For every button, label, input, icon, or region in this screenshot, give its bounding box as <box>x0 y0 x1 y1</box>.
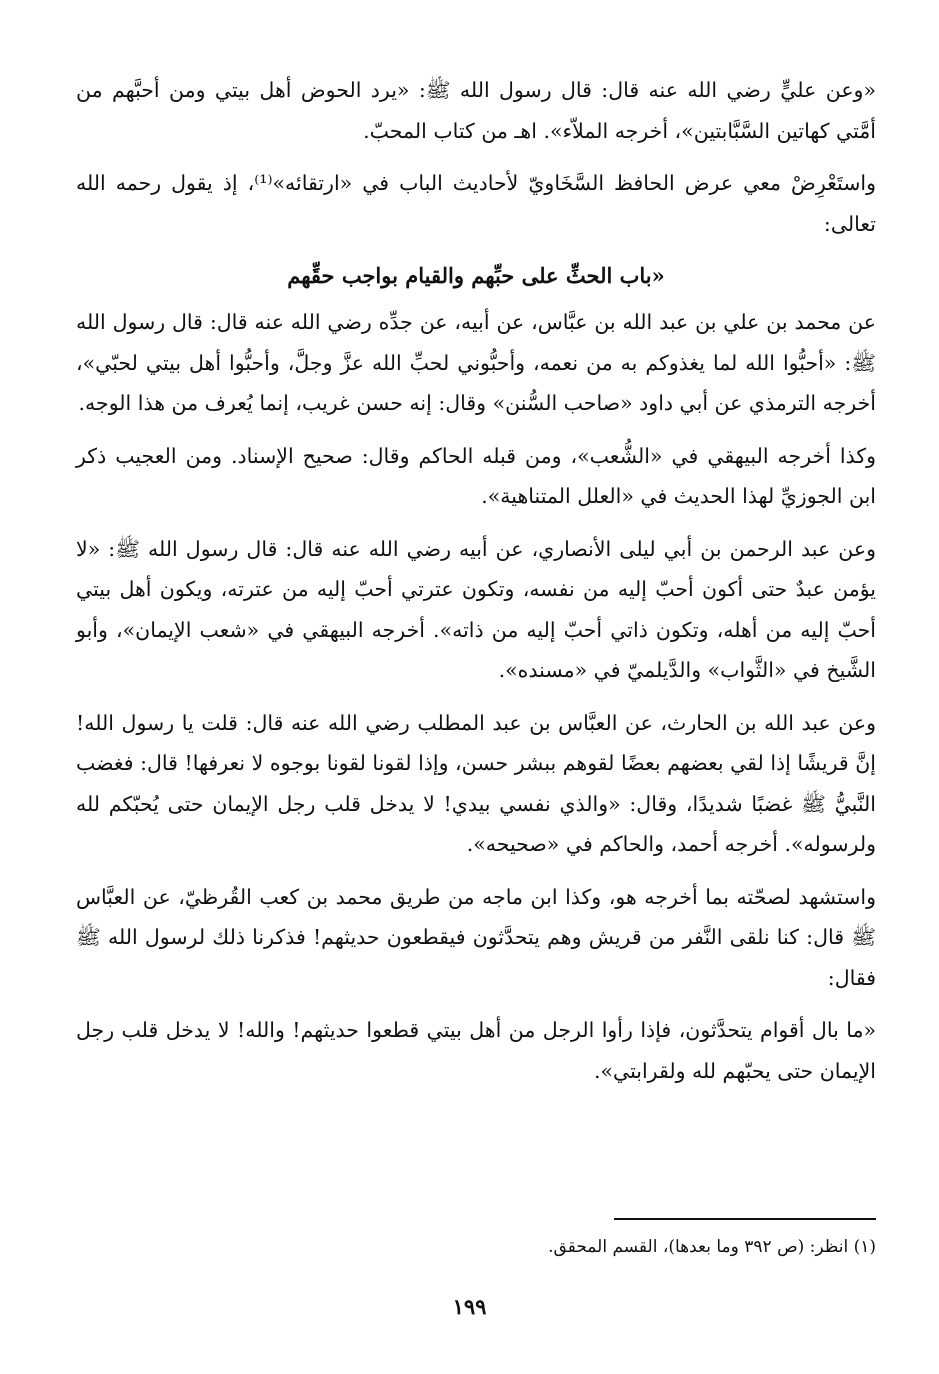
footnote-divider <box>614 1218 876 1220</box>
paragraph-5: وعن عبد الرحمن بن أبي ليلى الأنصاري، عن أبيه رضي الله عنه قال: قال رسول الله ﷺ: «لا يؤمن عبدٌ حتى أكون أحبّ إليه من نفسه، وتكون عترتي أحبّ إليه من عترته، ويكون أهل بيتي أحبّ إليه من أهله، وتكون ذاتي أحبّ إليه من ذاته». أخرجه البيهقي في «شعب الإيمان»، وأبو الشَّيخ في «الثَّواب» والدَّيلميّ في «مسنده». <box>76 536 876 682</box>
paragraph-6: وعن عبد الله بن الحارث، عن العبَّاس بن عبد المطلب رضي الله عنه قال: قلت يا رسول الله! إنَّ قريشًا إذا لقي بعضهم بعضًا لقوهم ببشر حسن، وإذا لقونا لقونا بوجوه لا نعرفها! قال: فغضب النَّبيُّ ﷺ غضبًا شديدًا، وقال: «والذي نفسي بيدي! لا يدخل قلب رجل الإيمان حتى يُحبّكم لله ولرسوله». أخرجه أحمد، والحاكم في «صحيحه». <box>76 710 876 856</box>
page-number: ١٩٩ <box>452 1294 487 1319</box>
paragraph-1: «وعن عليٍّ رضي الله عنه قال: قال رسول الله ﷺ: «يرد الحوض أهل بيتي ومن أحبَّهم من أمَّتي كهاتين السَّبَّابتين»، أخرجه الملاّء». اهـ من كتاب المحبّ. <box>76 78 876 143</box>
section-heading: «باب الحثِّ على حبِّهم والقيام بواجب حقِّهم <box>287 263 665 288</box>
paragraph-3: عن محمد بن علي بن عبد الله بن عبَّاس، عن أبيه، عن جدِّه رضي الله عنه قال: قال رسول الله ﷺ: «أحبُّوا الله لما يغذوكم به من نعمه، وأحبُّوني لحبِّ الله عزَّ وجلَّ، وأحبُّوا أهل بيتي لحبّي»، أخرجه الترمذي عن أبي داود «صاحب السُّنن» وقال: إنه حسن غريب، إنما يُعرف من هذا الوجه. <box>76 310 876 415</box>
paragraph-2: واستَعْرِضْ معي عرض الحافظ السَّخَاويّ لأحاديث الباب في «ارتقائه»⁽¹⁾، إذ يقول رحمه الله تعالى: <box>76 171 876 236</box>
footnote: (١) انظر: (ص ٣٩٢ وما بعدها)، القسم المحقق. <box>548 1237 876 1257</box>
paragraph-8: «ما بال أقوام يتحدَّثون، فإذا رأوا الرجل من أهل بيتي قطعوا حديثهم! والله! لا يدخل قلب رجل الإيمان حتى يحبّهم لله ولقرابتي». <box>76 1018 876 1083</box>
page-body <box>76 70 876 1103</box>
paragraph-7: واستشهد لصحّته بما أخرجه هو، وكذا ابن ماجه من طريق محمد بن كعب القُرظيّ، عن العبَّاس ﷺ قال: كنا نلقى النَّفر من قريش وهم يتحدَّثون فيقطعون حديثهم! فذكرنا ذلك لرسول الله ﷺ فقال: <box>76 884 876 990</box>
paragraph-4: وكذا أخرجه البيهقي في «الشُّعب»، ومن قبله الحاكم وقال: صحيح الإسناد. ومن العجيب ذكر ابن الجوزيِّ لهذا الحديث في «العلل المتناهية». <box>76 443 876 508</box>
